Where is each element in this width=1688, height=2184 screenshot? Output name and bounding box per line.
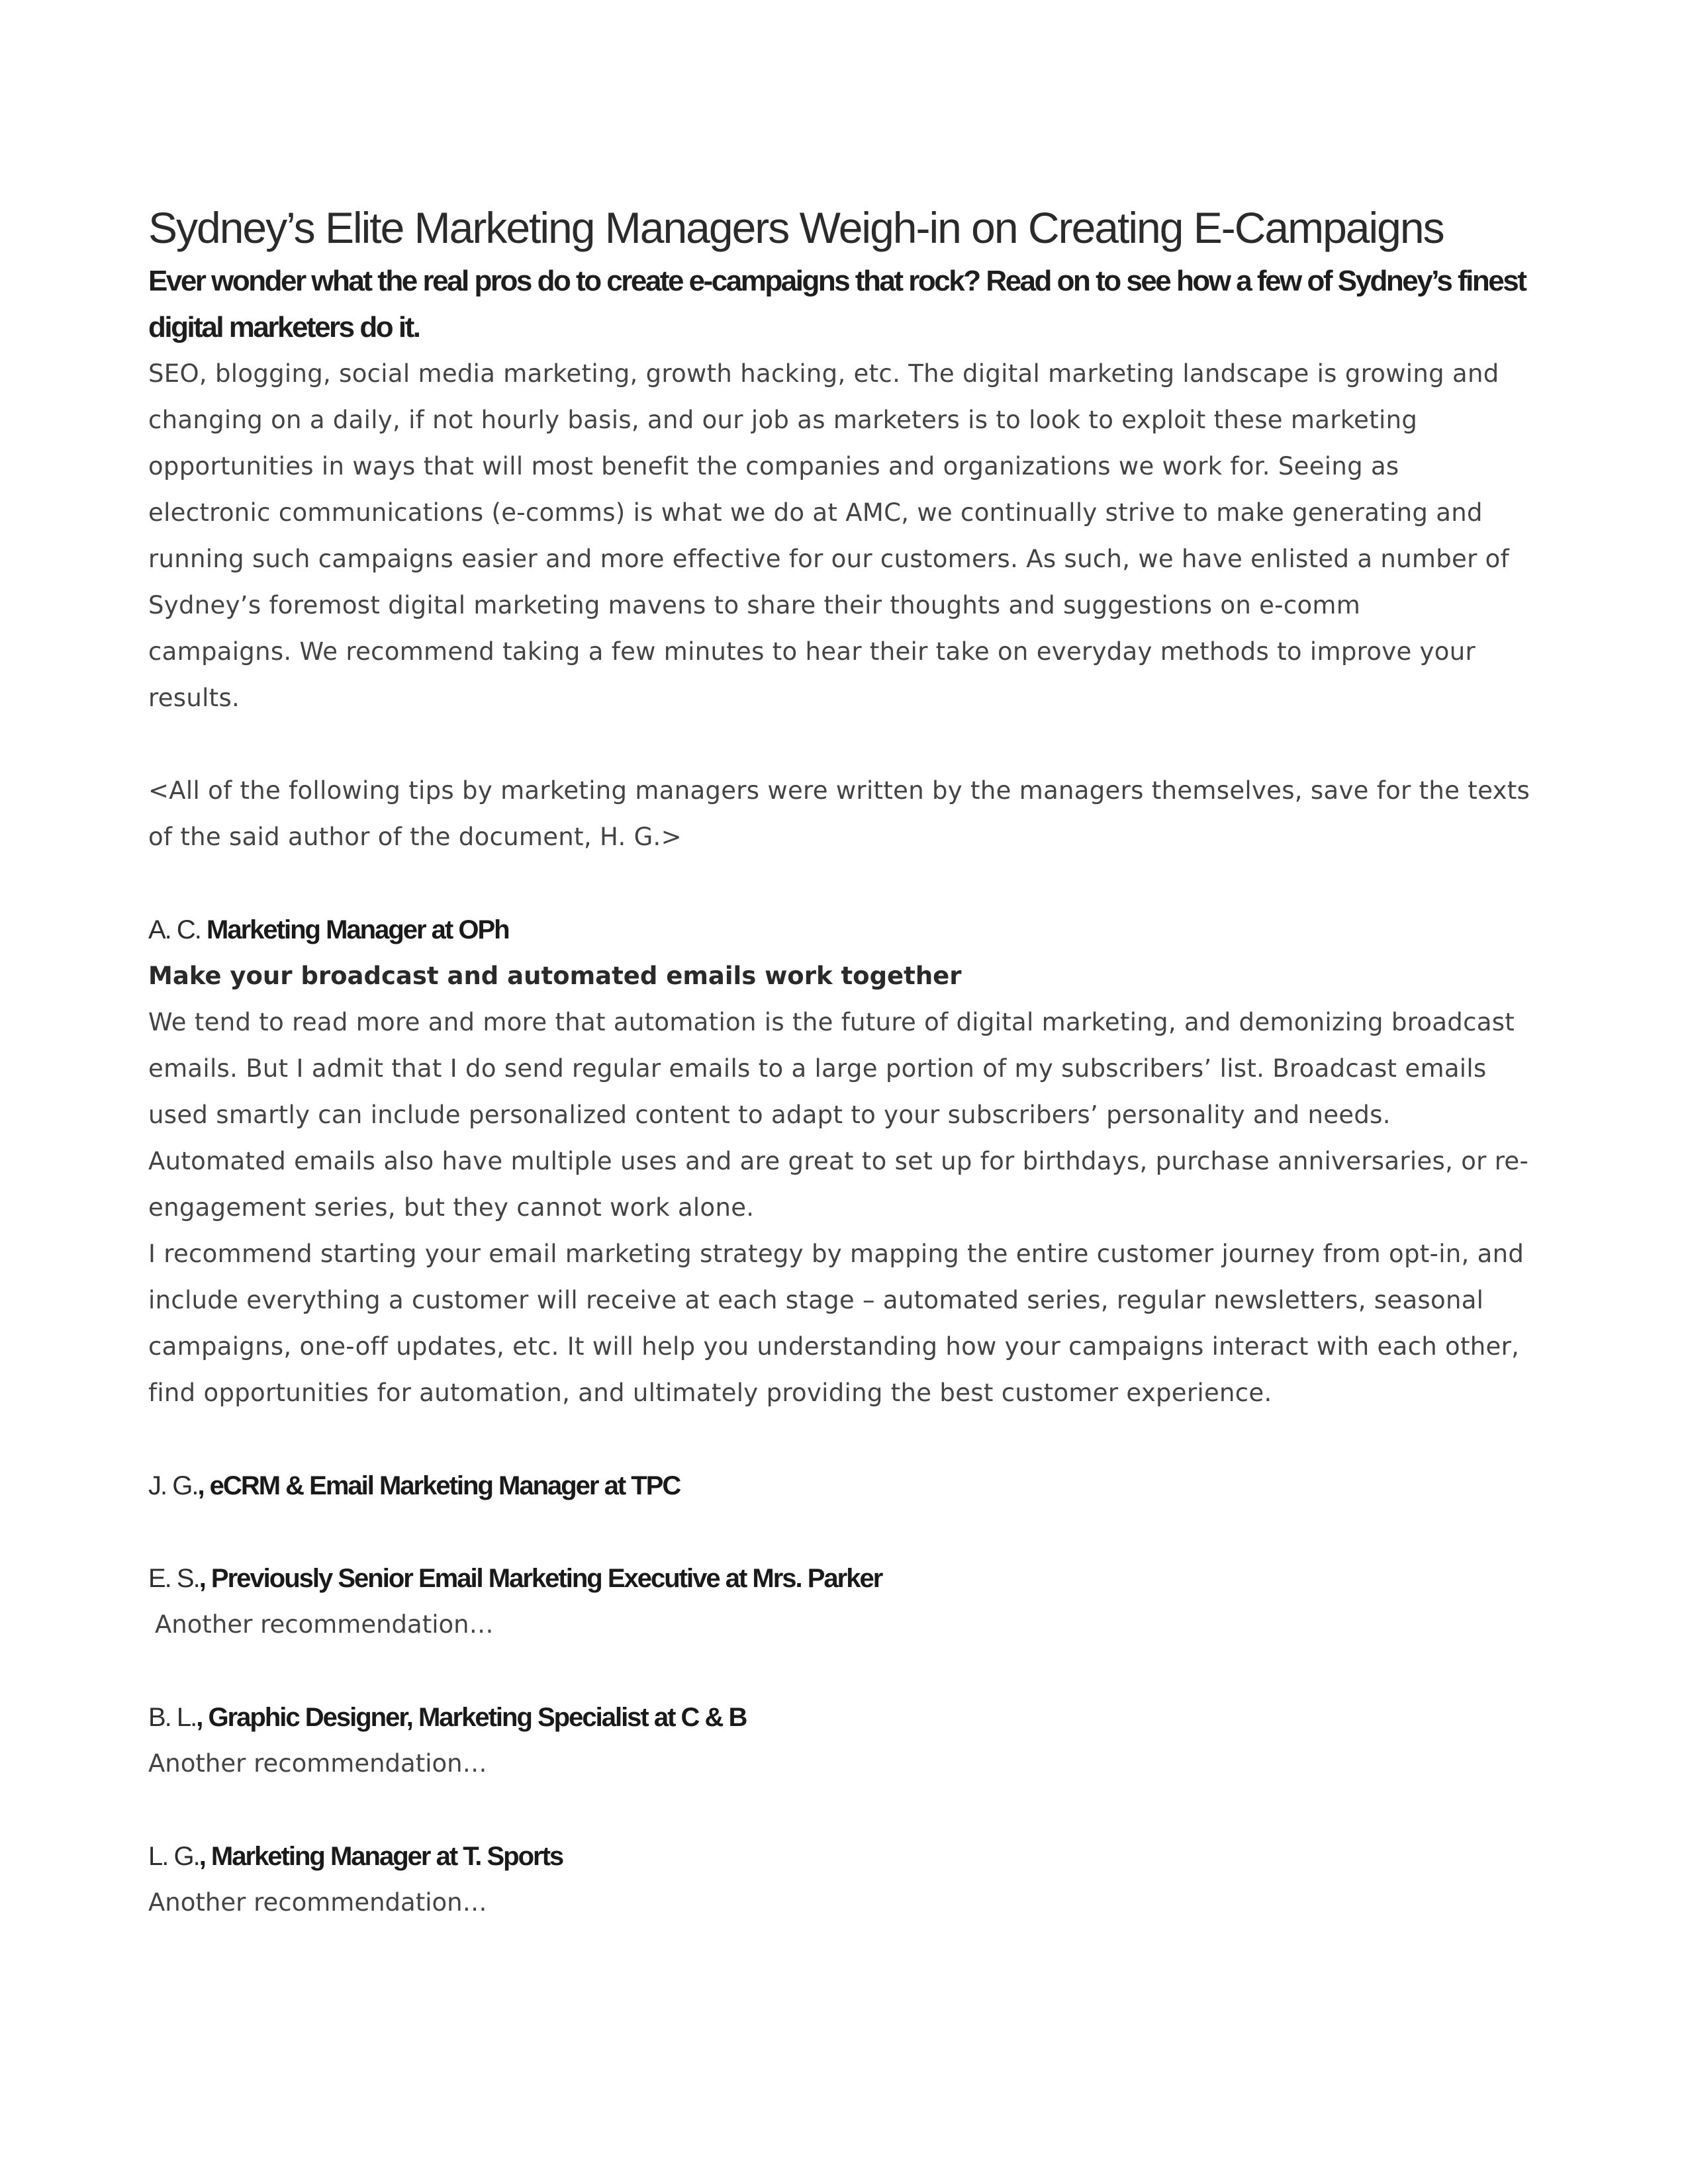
- contributor-role: Marketing Manager at OPh: [207, 915, 509, 944]
- intro-line: Sydney’s foremost digital marketing mavens to share their thoughts and suggestions on e-comm: [148, 591, 1361, 619]
- recommendation-text: Another recommendation…: [155, 1610, 494, 1639]
- contributor-byline: [148, 1555, 1545, 1602]
- contributor-section: [148, 907, 1545, 1416]
- tip-line: include everything a customer will receive at each stage – automated series, regular newsletters, seasonal: [148, 1286, 1484, 1314]
- tip-line: I recommend starting your email marketing strategy by mapping the entire customer journey from opt-in, and: [148, 1240, 1524, 1268]
- intro-line: campaigns. We recommend taking a few minutes to hear their take on everyday methods to improve your: [148, 637, 1476, 666]
- spacer: [148, 1648, 1545, 1694]
- contributor-role: , Graphic Designer, Marketing Specialist at C & B: [196, 1703, 747, 1732]
- disclaimer-line: of the said author of the document, H. G.>: [148, 823, 682, 851]
- contributor-byline: [148, 1463, 1545, 1509]
- intro-line: opportunities in ways that will most benefit the companies and organizations we work for. Seeing as: [148, 452, 1399, 480]
- tip-line: emails. But I admit that I do send regular emails to a large portion of my subscribers’ list. Broadcast emails: [148, 1054, 1487, 1083]
- tip-heading: Make your broadcast and automated emails work together: [148, 962, 962, 990]
- contributor-byline: [148, 1833, 1545, 1880]
- contributor-section: [148, 1555, 1545, 1648]
- contributor-initials: A. C.: [148, 915, 201, 944]
- contributor-section: [148, 1463, 1545, 1509]
- contributor-section: [148, 1833, 1545, 1926]
- spacer: [148, 860, 1545, 907]
- contributor-role: , Previously Senior Email Marketing Executive at Mrs. Parker: [199, 1564, 882, 1593]
- contributor-initials: B. L.: [148, 1703, 197, 1732]
- intro-paragraph: [148, 351, 1545, 721]
- document-title: Sydney’s Elite Marketing Managers Weigh-in on Creating E-Campaigns: [148, 203, 1444, 252]
- tip-line: used smartly can include personalized content to adapt to your subscribers’ personality and needs.: [148, 1101, 1391, 1129]
- tip-line: find opportunities for automation, and ultimately providing the best customer experience.: [148, 1379, 1272, 1407]
- spacer: [148, 721, 1545, 768]
- disclaimer-paragraph: [148, 768, 1545, 860]
- contributor-byline: [148, 907, 1545, 953]
- tip-line: campaigns, one-off updates, etc. It will help you understanding how your campaigns interact with each other,: [148, 1332, 1520, 1361]
- contributor-role: , Marketing Manager at T. Sports: [199, 1842, 563, 1871]
- tip-line: We tend to read more and more that automation is the future of digital marketing, and demonizing broadcast: [148, 1008, 1515, 1036]
- contributor-byline: [148, 1694, 1545, 1741]
- contributor-initials: E. S.: [148, 1564, 199, 1593]
- intro-line: changing on a daily, if not hourly basis, and our job as marketers is to look to exploit these marketing: [148, 406, 1418, 434]
- contributor-role: , eCRM & Email Marketing Manager at TPC: [197, 1471, 680, 1500]
- intro-line: running such campaigns easier and more effective for our customers. As such, we have enlisted a number of: [148, 545, 1509, 573]
- tip-line: engagement series, but they cannot work alone.: [148, 1193, 755, 1222]
- intro-line: results.: [148, 684, 240, 712]
- document-page: [148, 197, 1545, 1926]
- recommendation-text: Another recommendation…: [148, 1749, 487, 1778]
- document-subtitle: Ever wonder what the real pros do to create e-campaigns that rock? Read on to see how a few of Sydney’s finest digital marketers do it.: [148, 265, 1526, 343]
- disclaimer-line: <All of the following tips by marketing managers were written by the managers themselves, save for the texts: [148, 776, 1530, 805]
- spacer: [148, 1416, 1545, 1463]
- recommendation-text: Another recommendation…: [148, 1888, 487, 1917]
- contributor-section: [148, 1694, 1545, 1787]
- tip-line: Automated emails also have multiple uses and are great to set up for birthdays, purchase anniversaries, or re-: [148, 1147, 1529, 1175]
- intro-line: SEO, blogging, social media marketing, growth hacking, etc. The digital marketing landscape is growing and: [148, 359, 1499, 388]
- contributor-initials: L. G.: [148, 1842, 199, 1871]
- spacer: [148, 1787, 1545, 1833]
- intro-line: electronic communications (e-comms) is what we do at AMC, we continually strive to make generating and: [148, 498, 1483, 527]
- contributor-initials: J. G.: [148, 1471, 198, 1500]
- spacer: [148, 1509, 1545, 1555]
